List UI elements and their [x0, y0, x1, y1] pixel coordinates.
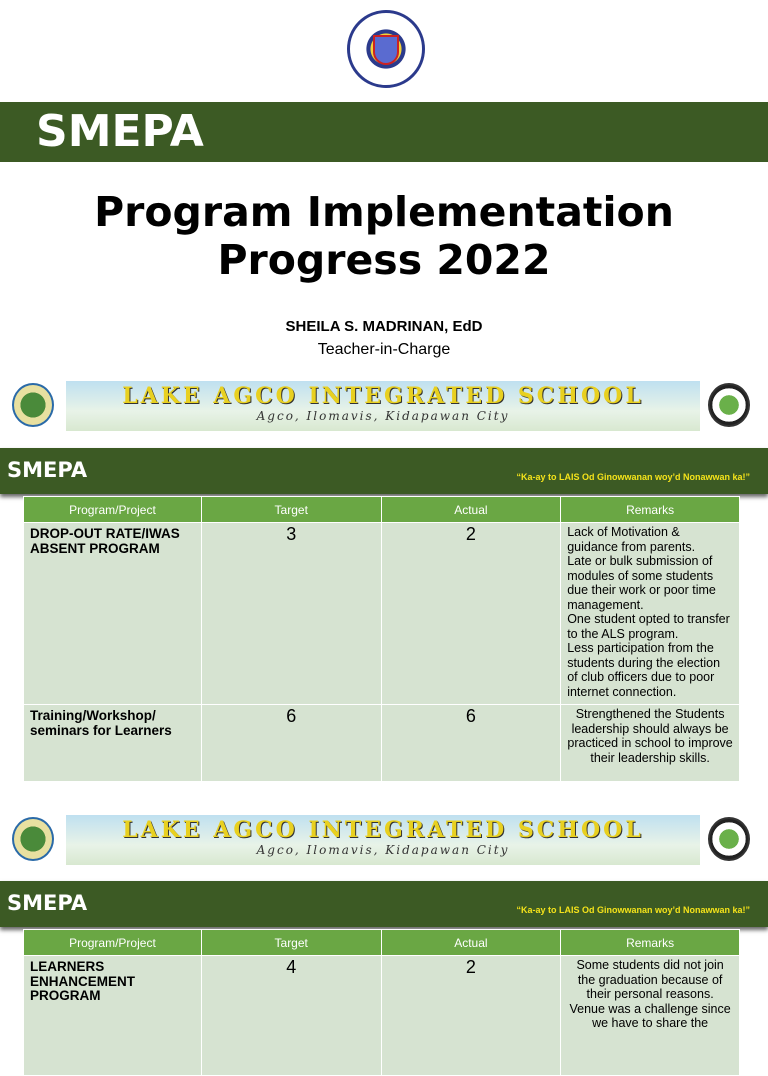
col-header: Remarks	[561, 930, 740, 956]
title-banner	[0, 102, 768, 162]
program-cell: LEARNERS ENHANCEMENT PROGRAM	[24, 956, 202, 1076]
remarks-cell	[561, 705, 740, 782]
school-header	[0, 378, 768, 438]
school-seal-logo	[12, 817, 54, 861]
section-bar	[0, 881, 768, 927]
banner-title: SMEPA	[36, 106, 204, 157]
col-header: Target	[201, 497, 381, 523]
motto: “Ka-ay to LAIS Od Ginowwanan woy’d Nonawwan ka!”	[516, 472, 750, 482]
school-address: Agco, Ilomavis, Kidapawan City	[256, 843, 510, 857]
school-seal-logo	[12, 383, 54, 427]
lais-logo	[708, 383, 750, 427]
col-header: Actual	[381, 497, 561, 523]
title-line: Program Implementation	[94, 188, 674, 236]
target-cell: 6	[201, 705, 381, 782]
actual-cell: 6	[381, 705, 561, 782]
deped-seal-logo	[347, 10, 425, 88]
remark: Strengthened the Students leadership should always be practiced in school to improve their leadership skills.	[567, 707, 733, 765]
remark: One student opted to transfer to the ALS program.	[567, 612, 730, 641]
section-title: SMEPA	[7, 891, 88, 915]
col-header: Program/Project	[24, 930, 202, 956]
section-bar	[0, 448, 768, 494]
col-header: Actual	[381, 930, 561, 956]
table-row	[24, 705, 740, 782]
slide-title	[0, 188, 768, 284]
remark: Lack of Motivation & guidance from parents.	[567, 525, 696, 554]
school-address: Agco, Ilomavis, Kidapawan City	[256, 409, 510, 423]
table-row	[24, 523, 740, 705]
remark: Late or bulk submission of modules of some students due their work or poor time management.	[567, 554, 716, 612]
col-header: Target	[201, 930, 381, 956]
progress-table-1	[23, 496, 740, 782]
program-cell: Training/Workshop/ seminars for Learners	[24, 705, 202, 782]
actual-cell: 2	[381, 956, 561, 1076]
lais-logo	[708, 817, 750, 861]
remark: Less participation from the students during the election of club officers due to poor internet connection.	[567, 641, 721, 699]
school-header	[0, 812, 768, 872]
school-name: LAKE AGCO INTEGRATED SCHOOL	[122, 383, 644, 409]
presenter-name: SHEILA S. MADRINAN, EdD	[285, 318, 483, 335]
section-title: SMEPA	[7, 458, 88, 482]
target-cell: 3	[201, 523, 381, 705]
remarks-cell	[561, 523, 740, 705]
program-cell: DROP-OUT RATE/IWAS ABSENT PROGRAM	[24, 523, 202, 705]
title-line: Progress 2022	[217, 236, 551, 284]
remarks-cell	[561, 956, 740, 1076]
actual-cell: 2	[381, 523, 561, 705]
progress-table-2	[23, 929, 740, 1076]
remark: Venue was a challenge since we have to share the	[569, 1001, 731, 1030]
target-cell: 4	[201, 956, 381, 1076]
table-row	[24, 956, 740, 1076]
col-header: Program/Project	[24, 497, 202, 523]
col-header: Remarks	[561, 497, 740, 523]
presenter-role: Teacher-in-Charge	[317, 341, 451, 358]
remark: Some students did not join the graduation because of their personal reasons.	[576, 958, 724, 1001]
motto: “Ka-ay to LAIS Od Ginowwanan woy’d Nonawwan ka!”	[516, 905, 750, 915]
school-name: LAKE AGCO INTEGRATED SCHOOL	[122, 817, 644, 843]
